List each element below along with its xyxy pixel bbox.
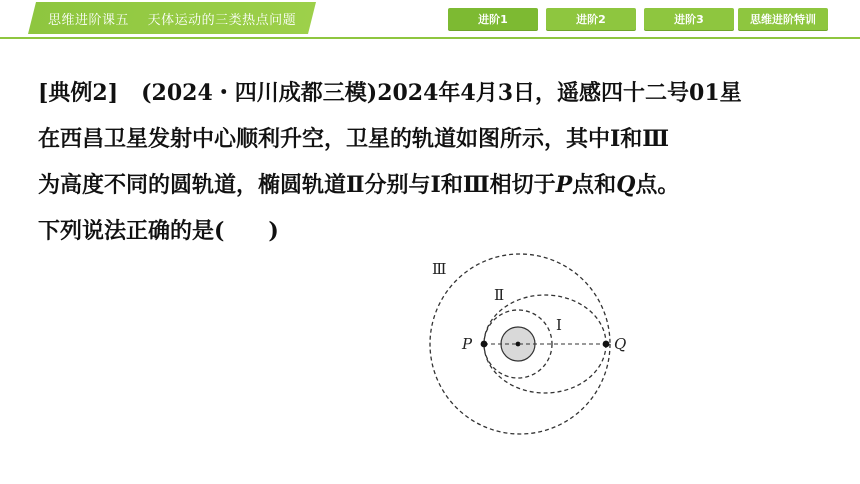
top-bar <box>0 0 860 38</box>
breadcrumb <box>48 9 310 29</box>
question-text <box>38 70 828 254</box>
question-line-3-b: 点和 <box>572 172 617 198</box>
label-orbit-1: Ⅰ <box>556 316 562 334</box>
tab-advance-3[interactable]: 进阶3 <box>644 8 734 30</box>
question-line-3-c: 点。 <box>635 172 680 198</box>
label-point-p: P <box>462 335 473 353</box>
point-p <box>481 341 488 348</box>
label-orbit-3: Ⅲ <box>432 260 447 278</box>
point-p-ref: P <box>555 172 573 198</box>
question-line-4: 下列说法正确的是( ) <box>38 218 279 244</box>
point-q-ref: Q <box>616 172 636 198</box>
question-line-3 <box>38 162 828 208</box>
label-orbit-2: Ⅱ <box>494 286 505 304</box>
label-point-q: Q <box>614 335 627 353</box>
tab-special-training[interactable]: 思维进阶特训 <box>738 8 828 30</box>
question-line-2: 在西昌卫星发射中心顺利升空，卫星的轨道如图所示，其中Ⅰ和Ⅲ <box>38 126 670 152</box>
question-line-1-rest: 2024年4月3日，遥感四十二号01星 <box>377 80 742 106</box>
orbit-diagram <box>420 244 640 444</box>
question-line-3-a: 为高度不同的圆轨道，椭圆轨道Ⅱ分别与Ⅰ和Ⅲ相切于 <box>38 172 556 198</box>
breadcrumb-course: 思维进阶课五 <box>48 13 130 28</box>
question-line-1 <box>38 70 828 116</box>
orbit-svg <box>420 244 640 444</box>
tab-advance-2[interactable]: 进阶2 <box>546 8 636 30</box>
header-divider <box>0 37 860 39</box>
tab-advance-1[interactable]: 进阶1 <box>448 8 538 30</box>
example-tag: [典例2] <box>38 80 119 106</box>
point-q <box>603 341 610 348</box>
question-source: (2024・四川成都三模) <box>141 80 378 106</box>
breadcrumb-topic: 天体运动的三类热点问题 <box>147 13 297 28</box>
